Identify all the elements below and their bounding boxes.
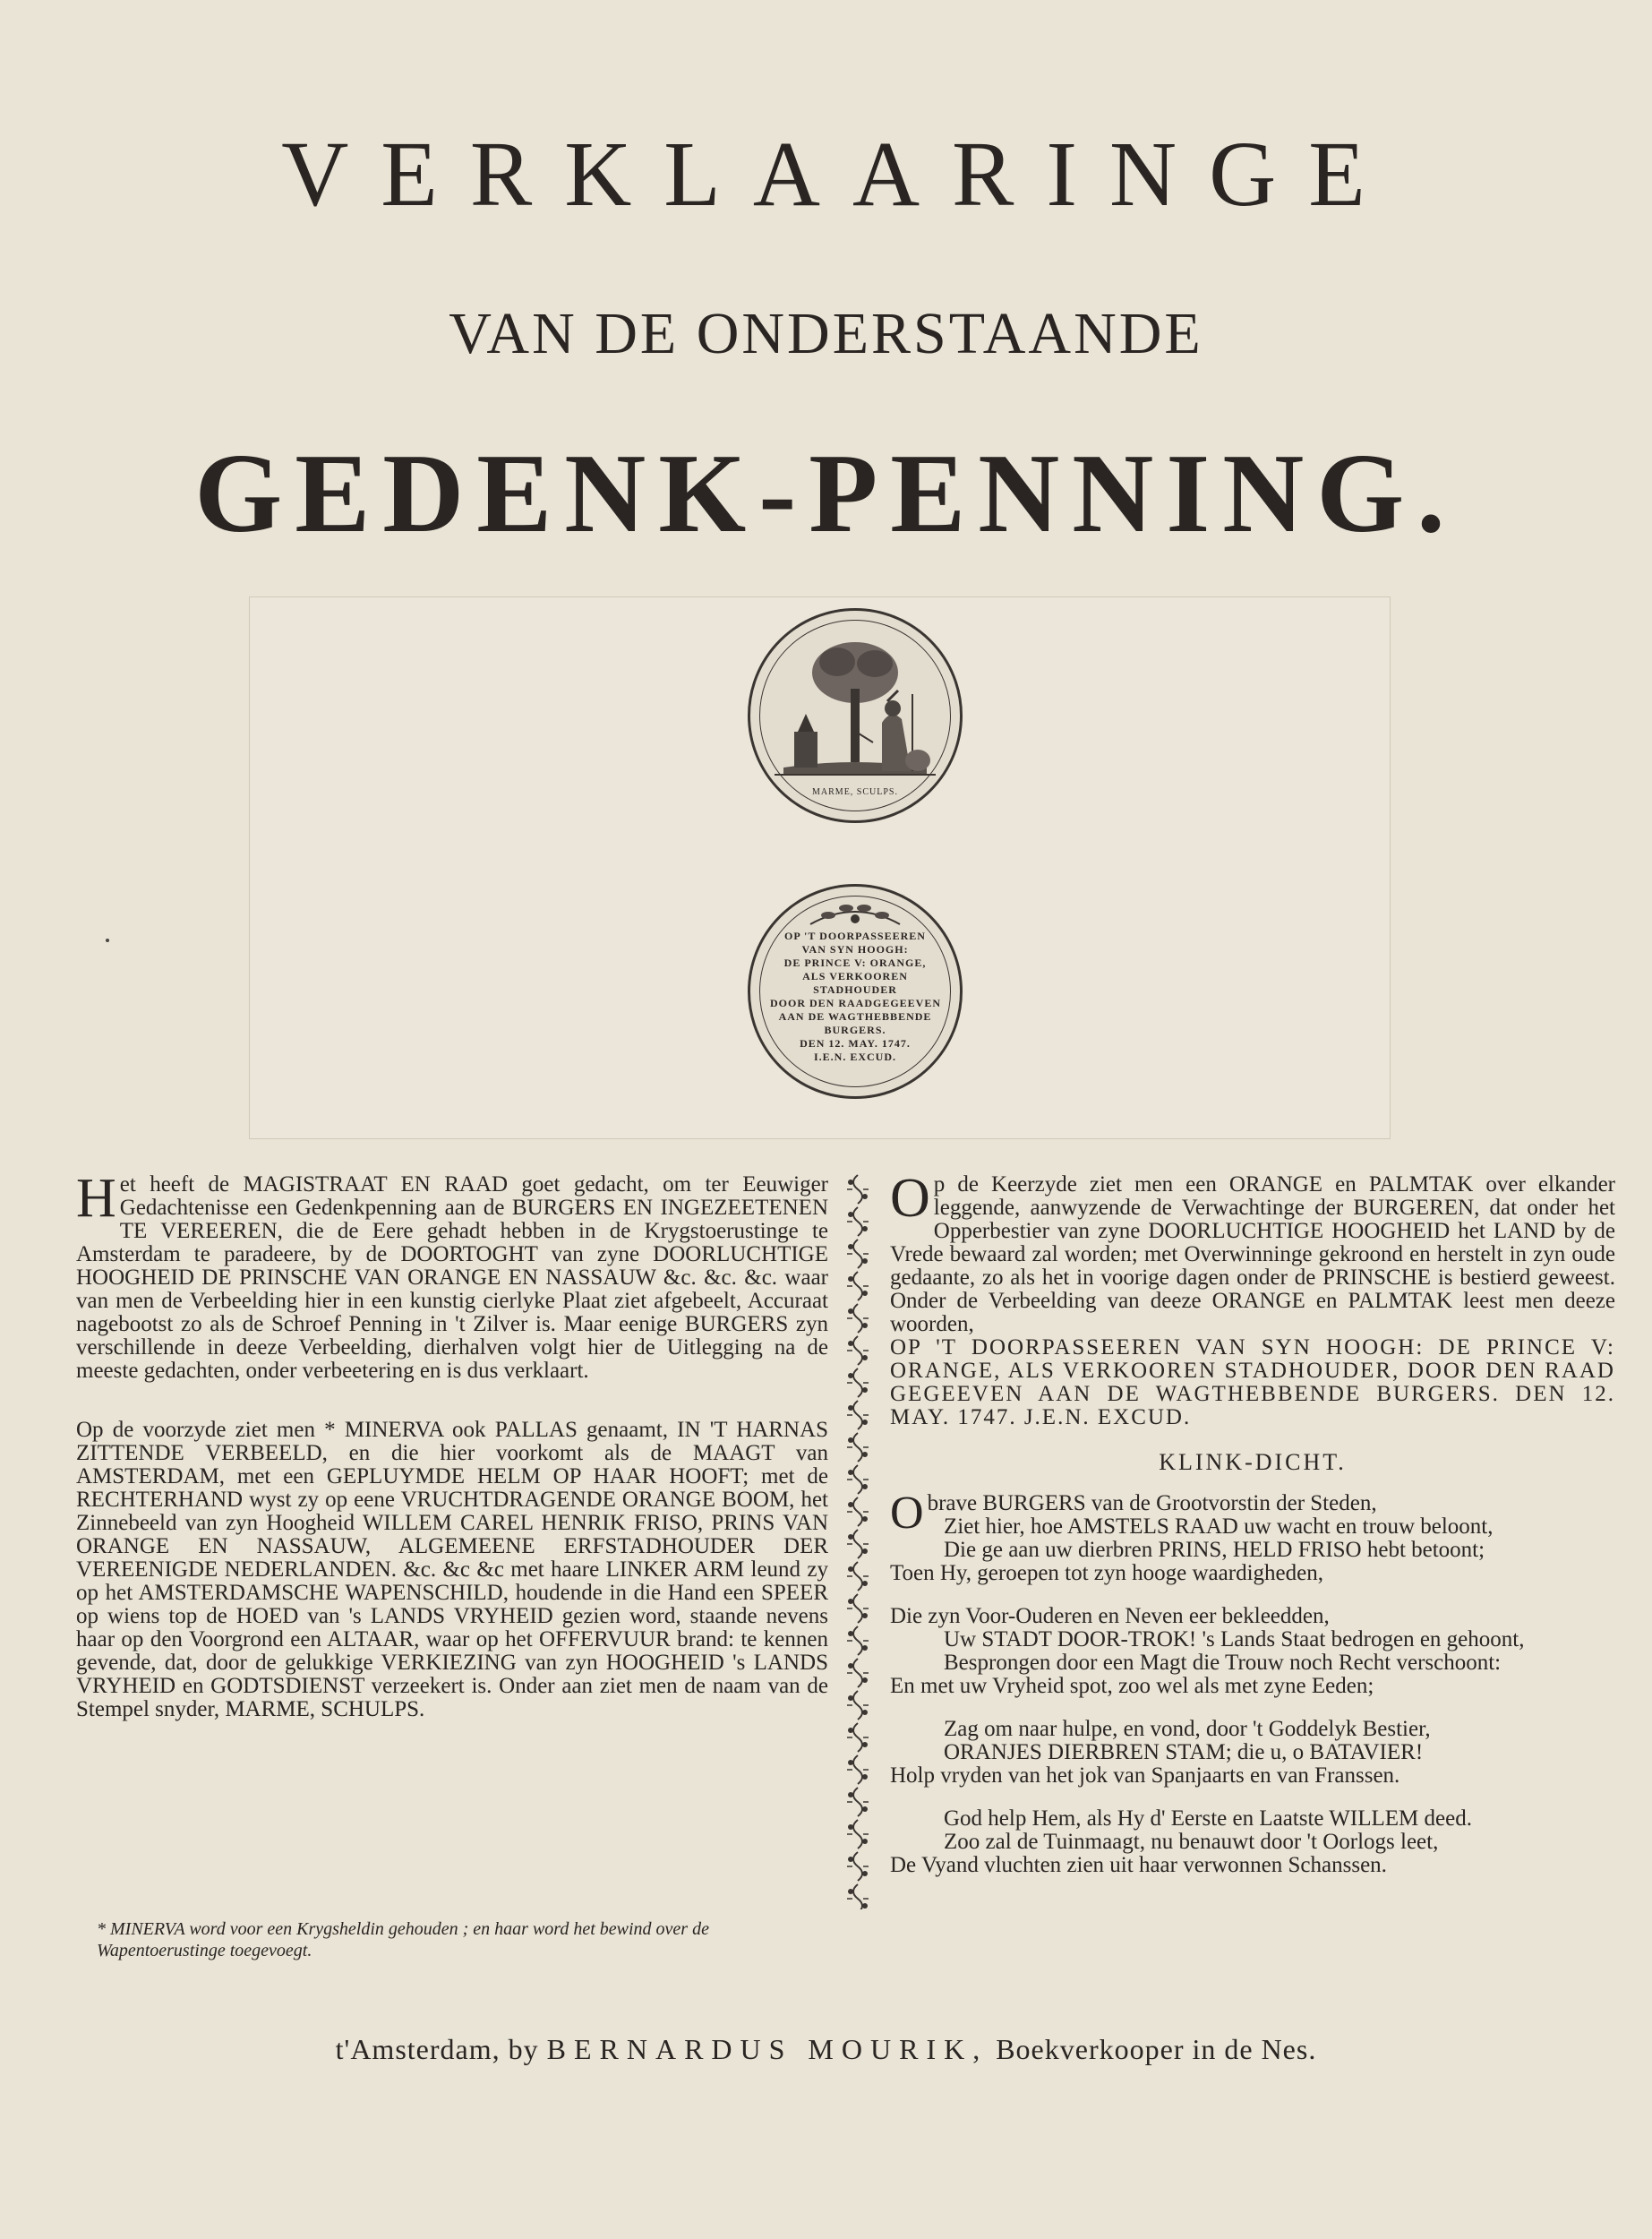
intro-text: et heeft de MAGISTRAAT EN RAAD goet gedacht, om ter Eeuwiger Gedachtenisse een Gedenkpenning aan de BURGERS EN INGEZEETENEN TE VEREEREN, die de Eere gehadt hebben in de Krygstoerustinge te Amsterdam te paradeere, by de DOORTOGHT van zyne DOORLUCHTIGE HOOGHEID DE PRINSCHE VAN ORANGE EN NASSAUW &c. &c. &c. waar van men de Verbeelding hier in een kunstig cierlyke Plaat ziet afgebeelt, Accuraat nagebootst zo als de Schroef Penning in 't Zilver is. Maar eenige BURGERS zyn verschillende in deeze Verbeelding, dierhalven volgt hier de Uitlegging na de meeste gedachten, onder verbeetering en is dus verklaart.	[76, 1172, 828, 1383]
poem-line: ORANJES DIERBREN STAM; die u, o BATAVIER!	[944, 1740, 1424, 1764]
inscription-line: DEN 12. MAY. 1747.	[800, 1037, 911, 1050]
title-line-2: VAN DE ONDERSTAANDE	[449, 301, 1203, 366]
poem-line: Besprongen door een Magt die Trouw noch Recht verschoont:	[944, 1651, 1502, 1675]
poem-stanza-1	[890, 1488, 1615, 1585]
title-line-3: GEDENK-PENNING.	[194, 432, 1458, 556]
footnote: * MINERVA word voor een Krygsheldin gehouden ; en haar word het bewind over de Wapentoerustinge toegevoegt.	[97, 1919, 709, 1960]
orange-palm-branch-icon	[748, 890, 963, 935]
inscription-line: VAN SYN HOOGH:	[801, 943, 909, 956]
poem-dropcap: O	[890, 1488, 924, 1539]
medal-obverse	[748, 608, 963, 823]
engraved-plate	[249, 596, 1391, 1139]
imprint	[0, 2033, 1652, 2066]
medal-reverse	[748, 884, 963, 1099]
left-column	[76, 1168, 828, 1721]
poem-stanza-2	[890, 1605, 1615, 1698]
inscription-line: OP 'T DOORPASSEEREN	[784, 930, 926, 942]
inscription-line: AAN DE WAGTHEBBENDE	[778, 1010, 932, 1023]
reverse-description	[890, 1168, 1615, 1336]
poem-line: Zag om naar hulpe, en vond, door 't Goddelyk Bestier,	[944, 1717, 1431, 1741]
obverse-description: Op de voorzyde ziet men * MINERVA ook PALLAS genaamt, IN 'T HARNAS ZITTENDE VERBEELD, en die hier voorkomt als de MAAGT van AMSTERDAM, met een GEPLUYMDE HELM OP HAAR HOOFT; met de RECHTERHAND wyst zy op eene VRUCHTDRAGENDE ORANGE BOOM, het Zinnebeeld van zyn Hoogheid WILLEM CAREL HENRIK FRISO, PRINS VAN ORANGE EN NASSAUW, ALGEMEENE ERFSTADHOUDER DER VEREENIGDE NEDERLANDEN. &c. &c &c met haare LINKER ARM leund zy op het AMSTERDAMSCHE WAPENSCHILD, houdende in die Hand een SPEER op wiens top de HOED van 's LANDS VRYHEID gezien word, staande nevens haar op den Voorgrond een ALTAAR, waar op het OFFERVUUR brand: te kennen gevende, dat, door de gelukkige VERKIEZING van zyn HOOGHEID 's LANDS VRYHEID en GODTSDIENST verzeekert is. Onder aan ziet men de naam van de Stempel snyder, MARME, SCHULPS.	[76, 1418, 828, 1721]
paper-speck	[106, 939, 109, 942]
poem-line: Zoo zal de Tuinmaagt, nu benauwt door 't Oorlogs leet,	[944, 1830, 1439, 1854]
poem-line-text: brave BURGERS van de Grootvorstin der Steden,	[927, 1491, 1377, 1515]
reverse-inscription-text: OP 'T DOORPASSEEREN VAN SYN HOOGH: DE PRINCE V: ORANGE, ALS VERKOOREN STADHOUDER, DOOR DEN RAAD GEGEEVEN AAN DE WAGTHEBBENDE BURGERS. DEN 12. MAY. 1747. J.E.N. EXCUD.	[890, 1335, 1615, 1429]
poem-stanza-3	[890, 1718, 1615, 1788]
poem-line: Uw STADT DOOR-TROK! 's Lands Staat bedrogen en gehoont,	[944, 1627, 1525, 1651]
dropcap: O	[890, 1168, 930, 1229]
medal-reverse-inscription	[770, 930, 940, 1064]
inscription-line: DE PRINCE V: ORANGE,	[783, 957, 927, 969]
poem-stanza-4	[890, 1807, 1615, 1877]
poem-line: En met uw Vryheid spot, zoo wel als met zyne Eeden;	[890, 1674, 1374, 1698]
title-line-1: VERKLAARINGE	[281, 123, 1398, 226]
poem-line: Die zyn Voor-Ouderen en Neven eer bekleedden,	[890, 1604, 1330, 1628]
dropcap: H	[76, 1168, 116, 1229]
poem-line: Die ge aan uw dierbren PRINS, HELD FRISO hebt betoont;	[944, 1538, 1485, 1562]
sonnet	[890, 1488, 1615, 1877]
inscription-line: STADHOUDER	[813, 983, 897, 996]
imprint-publisher: BERNARDUS MOURIK,	[546, 2033, 989, 2065]
medal-obverse-caption: MARME, SCULPS.	[812, 787, 898, 797]
inscription-line: I.E.N. EXCUD.	[813, 1051, 896, 1063]
poem-line: God help Hem, als Hy d' Eerste en Laatste WILLEM deed.	[944, 1806, 1472, 1831]
poem-line: Toen Hy, geroepen tot zyn hooge waardigheden,	[890, 1561, 1323, 1585]
inscription-line: ALS VERKOOREN	[802, 970, 908, 982]
intro-paragraph	[76, 1168, 828, 1383]
imprint-prefix: t'Amsterdam, by	[335, 2033, 539, 2065]
inscription-line: BURGERS.	[824, 1024, 886, 1036]
imprint-suffix: Boekverkooper in de Nes.	[996, 2033, 1317, 2065]
column-divider-ornament	[845, 1173, 870, 1909]
right-column	[890, 1168, 1615, 1877]
poem-line: Ziet hier, hoe AMSTELS RAAD uw wacht en trouw beloont,	[944, 1514, 1494, 1539]
reverse-text: p de Keerzyde ziet men een ORANGE en PALMTAK over elkander leggende, aanwyzende de Verwachtinge der BURGEREN, dat onder het Opperbestier van zyne DOORLUCHTIGE HOOGHEID het LAND by de Vrede bewaard zal worden; met Overwinninge gekroond en herstelt in zyn oude gedaante, zo als het in voorige dagen onder de PRINSCHE is bestierd geweest. Onder de Verbeelding van deeze ORANGE en PALMTAK leest men deeze woorden,	[890, 1172, 1615, 1336]
inscription-line: DOOR DEN RAADGEGEEVEN	[770, 997, 942, 1009]
poem-line: Holp vryden van het jok van Spanjaarts en van Franssen.	[890, 1763, 1400, 1788]
poem-line: De Vyand vluchten zien uit haar verwonnen Schanssen.	[890, 1853, 1387, 1877]
poem-title: KLINK-DICHT.	[1159, 1449, 1347, 1475]
